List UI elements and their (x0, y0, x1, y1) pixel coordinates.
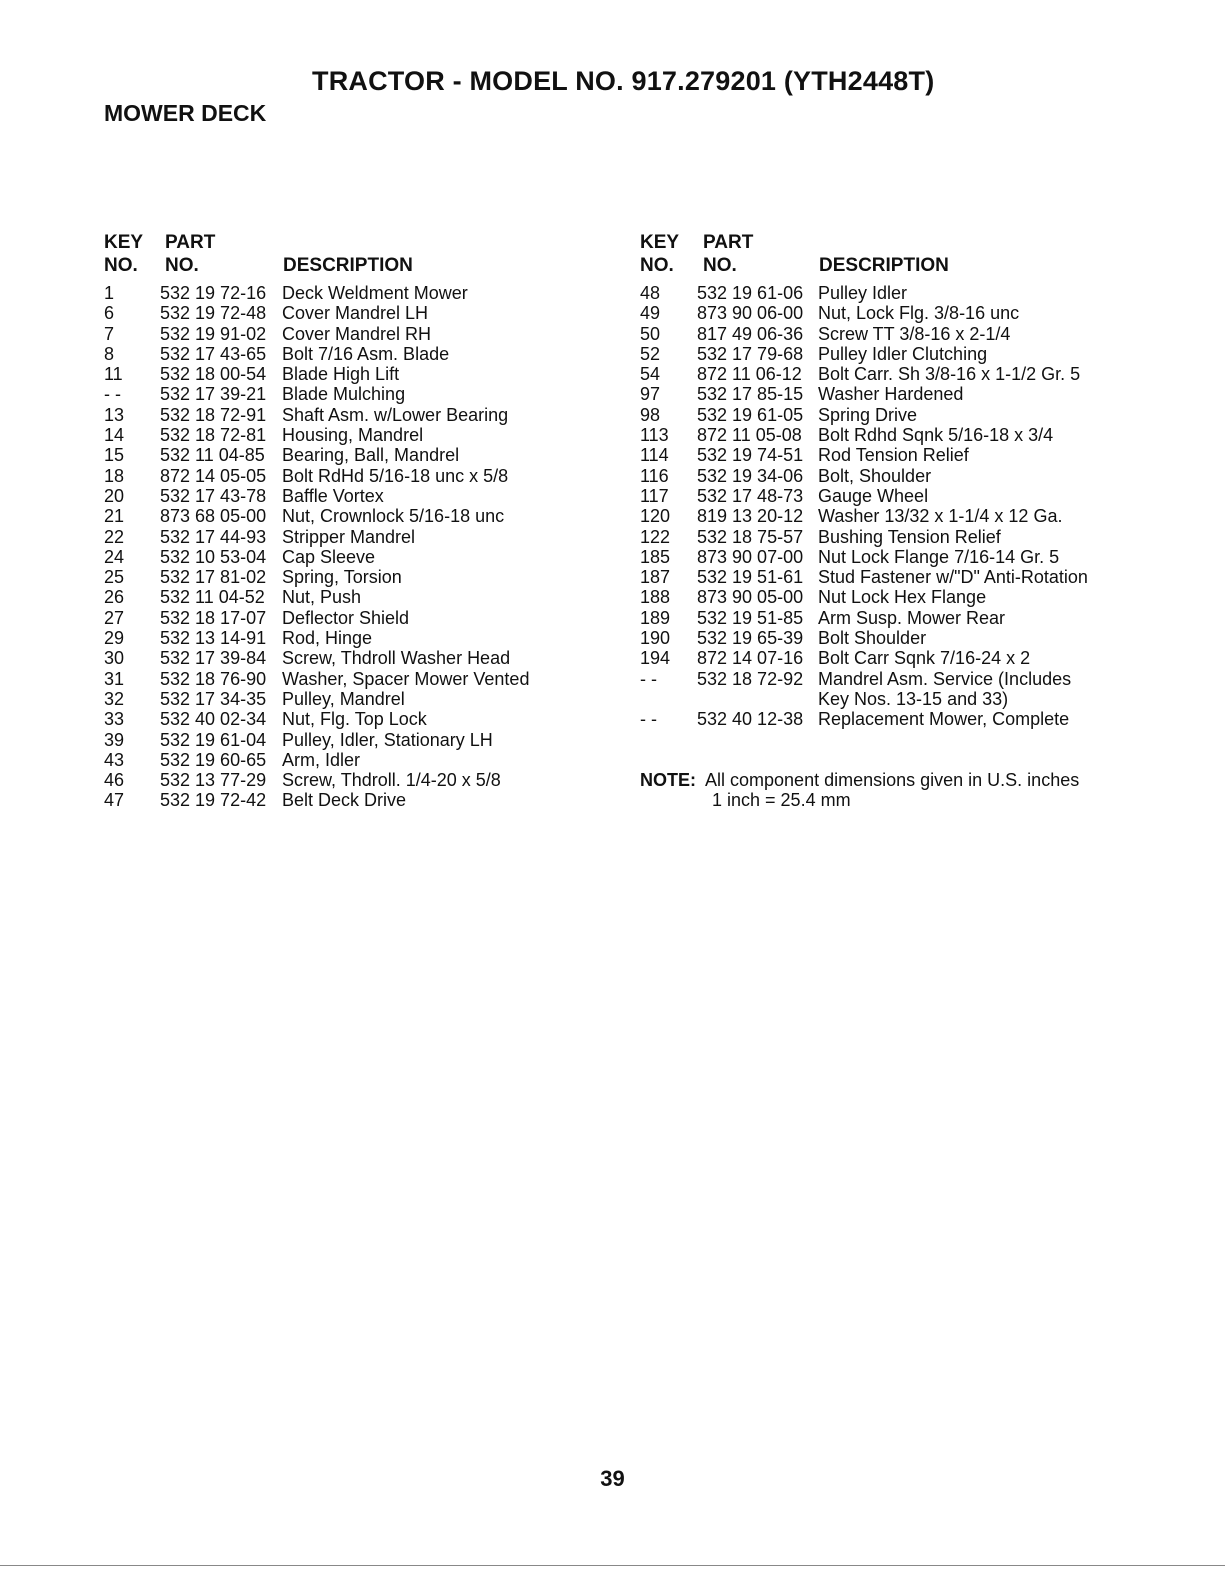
part-header-bottom: NO. (703, 255, 737, 276)
part-no: 532 18 75-57 (697, 526, 804, 547)
part-no: 532 11 04-85 (160, 445, 265, 466)
key-no: - - (104, 384, 121, 405)
description: Baffle Vortex (282, 485, 384, 506)
key-no: 194 (640, 648, 671, 669)
table-row (104, 466, 604, 486)
key-no: 187 (640, 567, 671, 588)
part-no: 532 19 72-42 (160, 790, 267, 811)
description: Washer, Spacer Mower Vented (282, 668, 530, 689)
table-row (104, 567, 604, 587)
description: Arm Susp. Mower Rear (818, 607, 1006, 628)
part-no: 532 19 61-06 (697, 283, 804, 303)
table-row (104, 669, 604, 689)
key-header-top: KEY (640, 232, 680, 253)
table-row (104, 324, 604, 344)
parts-list-header (104, 232, 604, 278)
table-row (104, 506, 604, 526)
page-title: TRACTOR - MODEL NO. 917.279201 (YTH2448T) (312, 66, 935, 96)
table-row (640, 425, 1140, 445)
table-row (104, 608, 604, 628)
part-no: 532 17 79-68 (697, 343, 804, 364)
description: Bushing Tension Relief (818, 526, 1001, 547)
parts-rows (104, 283, 604, 811)
description: Cover Mandrel LH (282, 303, 429, 324)
key-no: 52 (640, 343, 661, 364)
description: Bearing, Ball, Mandrel (282, 445, 460, 466)
part-no: 532 11 04-52 (160, 587, 265, 608)
table-row (104, 628, 604, 648)
description: Screw TT 3/8-16 x 2-1/4 (818, 323, 1011, 344)
table-row (104, 527, 604, 547)
description: Nut, Push (282, 587, 362, 608)
description: Replacement Mower, Complete (818, 709, 1070, 730)
table-row (640, 648, 1140, 668)
description: Stud Fastener w/"D" Anti-Rotation (818, 567, 1088, 588)
description: Cap Sleeve (282, 546, 376, 567)
table-row (640, 689, 1140, 709)
description: Pulley Idler Clutching (818, 343, 988, 364)
part-no: 532 18 76-90 (160, 668, 267, 689)
table-row (640, 466, 1140, 486)
key-no: - - (640, 668, 657, 689)
description: Rod, Hinge (282, 628, 373, 649)
key-no: 49 (640, 303, 661, 324)
description: Cover Mandrel RH (282, 323, 432, 344)
part-no: 532 19 60-65 (160, 749, 267, 770)
key-no: 188 (640, 587, 671, 608)
part-no: 532 19 61-05 (697, 404, 804, 425)
description: Belt Deck Drive (282, 790, 407, 811)
table-row (640, 527, 1140, 547)
key-header-bottom: NO. (640, 255, 674, 276)
table-row (640, 344, 1140, 364)
key-no: 117 (640, 485, 669, 506)
part-no: 532 17 43-65 (160, 343, 267, 364)
part-no: 532 19 51-61 (697, 567, 804, 588)
description: Nut, Lock Flg. 3/8-16 unc (818, 303, 1020, 324)
table-row (104, 405, 604, 425)
description: Spring, Torsion (282, 567, 402, 588)
description: Nut Lock Flange 7/16-14 Gr. 5 (818, 546, 1060, 567)
description: Bolt, Shoulder (818, 465, 932, 486)
table-row (640, 628, 1140, 648)
description: Key Nos. 13-15 and 33) (818, 688, 1009, 709)
key-no: 97 (640, 384, 661, 405)
part-no: 872 14 07-16 (697, 648, 804, 669)
part-no: 872 14 05-05 (160, 465, 267, 486)
description: Deflector Shield (282, 607, 410, 628)
key-no: 14 (104, 425, 125, 446)
key-no: 31 (104, 668, 125, 689)
part-no: 873 90 05-00 (697, 587, 804, 608)
part-no: 532 19 91-02 (160, 323, 267, 344)
section-title: MOWER DECK (104, 100, 267, 126)
key-no: 46 (104, 770, 125, 791)
key-no: 33 (104, 709, 125, 730)
part-no: 532 10 53-04 (160, 546, 267, 567)
key-no: 6 (104, 303, 115, 324)
part-no: 532 13 14-91 (160, 628, 267, 649)
key-no: 25 (104, 567, 125, 588)
note-line-2: 1 inch = 25.4 mm (712, 790, 851, 811)
table-row (104, 384, 604, 404)
table-row (104, 344, 604, 364)
key-no: 20 (104, 485, 125, 506)
key-no: - - (640, 709, 657, 730)
part-no: 873 90 07-00 (697, 546, 804, 567)
page-number: 39 (600, 1466, 625, 1491)
table-row (640, 405, 1140, 425)
note (640, 770, 1079, 811)
key-no: 54 (640, 364, 661, 385)
key-no: 27 (104, 607, 125, 628)
part-no: 532 17 81-02 (160, 567, 267, 588)
table-row (640, 669, 1140, 689)
description: Bolt Rdhd Sqnk 5/16-18 x 3/4 (818, 425, 1054, 446)
part-no: 872 11 05-08 (697, 425, 802, 446)
table-row (640, 324, 1140, 344)
description: Pulley, Mandrel (282, 688, 405, 709)
description: Bolt Carr. Sh 3/8-16 x 1-1/2 Gr. 5 (818, 364, 1081, 385)
description-header: DESCRIPTION (283, 255, 413, 276)
parts-rows (640, 283, 1140, 730)
table-row (104, 364, 604, 384)
part-no: 532 19 74-51 (697, 445, 804, 466)
description: Housing, Mandrel (282, 425, 424, 446)
key-no: 116 (640, 465, 669, 486)
part-no: 532 18 72-81 (160, 425, 267, 446)
table-row (640, 283, 1140, 303)
table-row (640, 608, 1140, 628)
table-row (640, 587, 1140, 607)
description: Pulley Idler (818, 283, 908, 303)
part-no: 532 18 72-92 (697, 668, 804, 689)
part-no: 532 40 02-34 (160, 709, 267, 730)
part-no: 532 18 72-91 (160, 404, 267, 425)
table-row (104, 790, 604, 810)
key-no: 30 (104, 648, 125, 669)
description: Nut, Flg. Top Lock (282, 709, 427, 730)
key-no: 24 (104, 546, 125, 567)
table-row (104, 709, 604, 729)
table-row (104, 486, 604, 506)
key-no: 21 (104, 506, 125, 527)
description: Stripper Mandrel (282, 526, 416, 547)
part-no: 532 18 00-54 (160, 364, 267, 385)
part-no: 819 13 20-12 (697, 506, 804, 527)
key-no: 48 (640, 283, 661, 303)
key-no: 113 (640, 425, 669, 446)
parts-list-right (640, 232, 1140, 730)
part-no: 532 17 39-21 (160, 384, 267, 405)
part-no: 532 19 72-48 (160, 303, 267, 324)
description: Washer Hardened (818, 384, 964, 405)
key-no: 8 (104, 343, 115, 364)
table-row (104, 587, 604, 607)
table-row (640, 709, 1140, 729)
key-header-top: KEY (104, 232, 144, 253)
table-row (640, 364, 1140, 384)
part-no: 873 68 05-00 (160, 506, 267, 527)
part-no: 532 19 34-06 (697, 465, 804, 486)
part-no: 532 19 65-39 (697, 628, 804, 649)
description: Rod Tension Relief (818, 445, 969, 466)
part-no: 532 40 12-38 (697, 709, 804, 730)
key-no: 1 (104, 283, 115, 303)
description: Pulley, Idler, Stationary LH (282, 729, 493, 750)
description: Blade High Lift (282, 364, 400, 385)
part-header-bottom: NO. (165, 255, 199, 276)
key-no: 7 (104, 323, 115, 344)
description: Shaft Asm. w/Lower Bearing (282, 404, 509, 425)
key-no: 18 (104, 465, 125, 486)
key-no: 13 (104, 404, 125, 425)
key-header-bottom: NO. (104, 255, 138, 276)
key-no: 185 (640, 546, 671, 567)
part-no: 873 90 06-00 (697, 303, 804, 324)
table-row (104, 283, 604, 303)
description: Bolt RdHd 5/16-18 unc x 5/8 (282, 465, 509, 486)
part-no: 532 17 43-78 (160, 485, 267, 506)
part-no: 532 18 17-07 (160, 607, 267, 628)
table-row (104, 648, 604, 668)
key-no: 43 (104, 749, 125, 770)
table-row (104, 689, 604, 709)
table-row (104, 425, 604, 445)
table-row (640, 486, 1140, 506)
key-no: 190 (640, 628, 671, 649)
part-no: 872 11 06-12 (697, 364, 802, 385)
key-no: 50 (640, 323, 661, 344)
description-header: DESCRIPTION (819, 255, 949, 276)
table-row (104, 547, 604, 567)
part-header-top: PART (703, 232, 754, 253)
description: Deck Weldment Mower (282, 283, 468, 303)
key-no: 98 (640, 404, 661, 425)
key-no: 11 (104, 364, 123, 385)
table-row (104, 303, 604, 323)
table-row (640, 567, 1140, 587)
description: Nut, Crownlock 5/16-18 unc (282, 506, 505, 527)
key-no: 189 (640, 607, 671, 628)
parts-list-left (104, 232, 604, 811)
description: Spring Drive (818, 404, 918, 425)
bottom-rule (0, 1565, 1225, 1566)
table-row (640, 384, 1140, 404)
table-row (104, 750, 604, 770)
description: Blade Mulching (282, 384, 406, 405)
part-no: 817 49 06-36 (697, 323, 804, 344)
key-no: 114 (640, 445, 669, 466)
key-no: 32 (104, 688, 125, 709)
description: Gauge Wheel (818, 485, 929, 506)
table-row (104, 730, 604, 750)
part-no: 532 19 61-04 (160, 729, 267, 750)
table-row (640, 303, 1140, 323)
description: Bolt 7/16 Asm. Blade (282, 343, 450, 364)
description: Washer 13/32 x 1-1/4 x 12 Ga. (818, 506, 1063, 527)
key-no: 15 (104, 445, 125, 466)
table-row (104, 445, 604, 465)
table-row (104, 770, 604, 790)
parts-list-header (640, 232, 1140, 278)
key-no: 47 (104, 790, 125, 811)
key-no: 39 (104, 729, 125, 750)
note-line-1: All component dimensions given in U.S. inches (705, 770, 1080, 790)
table-row (640, 547, 1140, 567)
key-no: 122 (640, 526, 671, 547)
part-no: 532 17 39-84 (160, 648, 267, 669)
part-no: 532 19 72-16 (160, 283, 267, 303)
part-header-top: PART (165, 232, 216, 253)
table-row (640, 445, 1140, 465)
description: Screw, Thdroll Washer Head (282, 648, 511, 669)
part-no: 532 19 51-85 (697, 607, 804, 628)
key-no: 120 (640, 506, 671, 527)
key-no: 22 (104, 526, 125, 547)
key-no: 26 (104, 587, 125, 608)
description: Bolt Shoulder (818, 628, 927, 649)
part-no: 532 17 85-15 (697, 384, 804, 405)
description: Mandrel Asm. Service (Includes (818, 668, 1072, 689)
key-no: 29 (104, 628, 125, 649)
description: Nut Lock Hex Flange (818, 587, 987, 608)
description: Screw, Thdroll. 1/4-20 x 5/8 (282, 770, 501, 791)
part-no: 532 17 48-73 (697, 485, 804, 506)
description: Bolt Carr Sqnk 7/16-24 x 2 (818, 648, 1031, 669)
table-row (640, 506, 1140, 526)
description: Arm, Idler (282, 749, 361, 770)
note-label: NOTE: (640, 770, 696, 790)
part-no: 532 17 44-93 (160, 526, 267, 547)
part-no: 532 17 34-35 (160, 688, 267, 709)
part-no: 532 13 77-29 (160, 770, 267, 791)
